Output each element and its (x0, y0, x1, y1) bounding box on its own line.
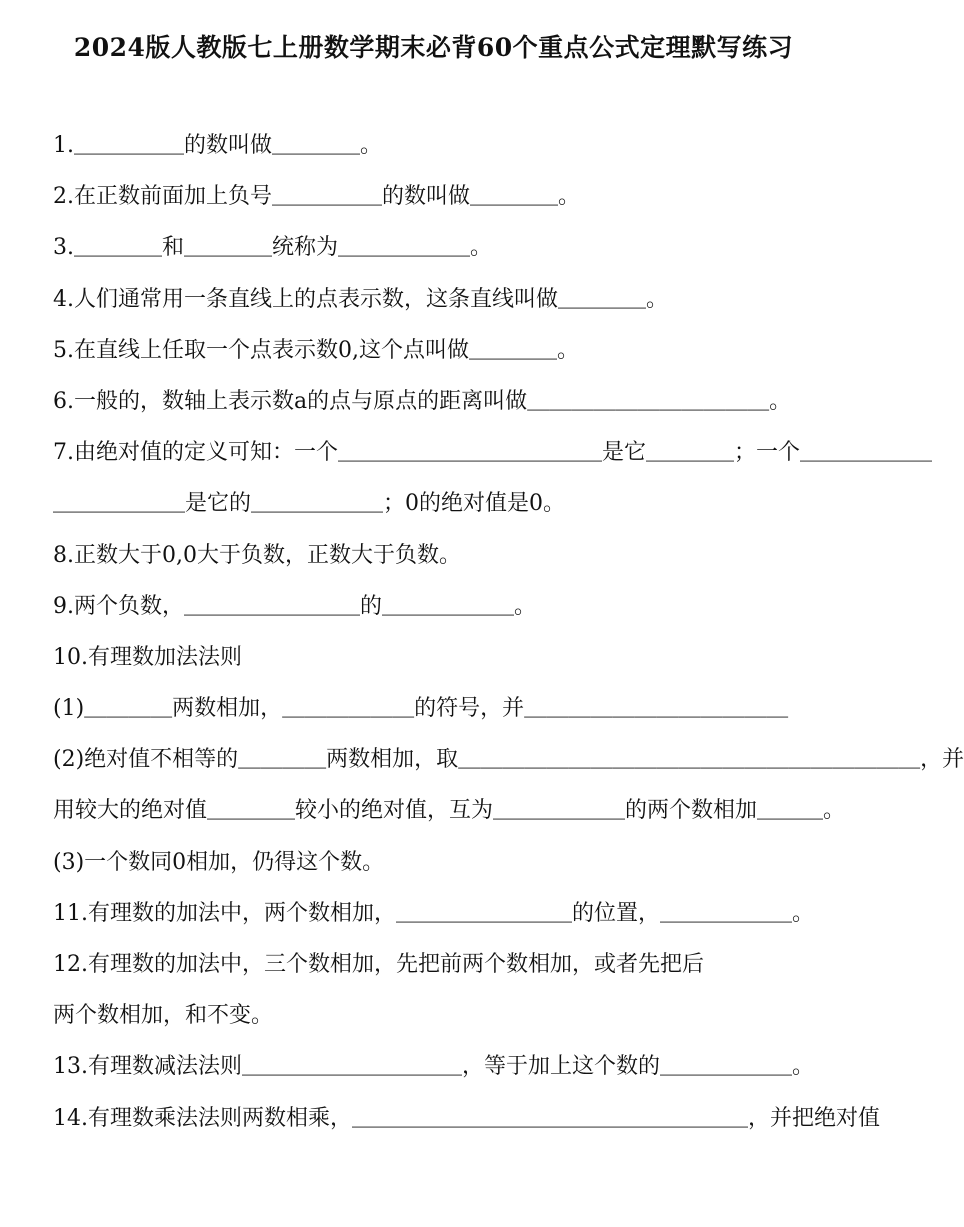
exercise-line-5: 5.在直线上任取一个点表示数0,这个点叫做＿＿＿＿。 (53, 337, 579, 363)
exercise-line-6: 6.一般的，数轴上表示数a的点与原点的距离叫做＿＿＿＿＿＿＿＿＿＿＿。 (53, 388, 792, 414)
exercise-line-3: 3.＿＿＿＿和＿＿＿＿统称为＿＿＿＿＿＿。 (53, 235, 492, 261)
exercise-list (53, 126, 964, 1150)
exercise-line-8: 8.正数大于0,0大于负数，正数大于负数。 (53, 542, 461, 568)
exercise-line-13: 13.有理数减法法则＿＿＿＿＿＿＿＿＿＿，等于加上这个数的＿＿＿＿＿＿。 (53, 1054, 814, 1080)
exercise-line-14: 14.有理数乘法法则两数相乘，＿＿＿＿＿＿＿＿＿＿＿＿＿＿＿＿＿＿，并把绝对值 (53, 1105, 880, 1131)
exercise-line-10-1: (1)＿＿＿＿两数相加，＿＿＿＿＿＿的符号，并＿＿＿＿＿＿＿＿＿＿＿＿ (53, 696, 789, 722)
exercise-line-10-2-continued: 用较大的绝对值＿＿＿＿较小的绝对值，互为＿＿＿＿＿＿的两个数相加＿＿＿。 (53, 798, 846, 824)
exercise-line-9: 9.两个负数，＿＿＿＿＿＿＿＿的＿＿＿＿＿＿。 (53, 593, 536, 619)
exercise-line-7-continued: ＿＿＿＿＿＿是它的＿＿＿＿＿＿；0的绝对值是0。 (53, 491, 565, 517)
exercise-line-7: 7.由绝对值的定义可知：一个＿＿＿＿＿＿＿＿＿＿＿＿是它＿＿＿＿；一个＿＿＿＿＿＿ (53, 440, 932, 466)
exercise-line-12-continued: 两个数相加，和不变。 (53, 1003, 274, 1029)
exercise-line-10: 10.有理数加法法则 (53, 644, 242, 670)
exercise-line-10-3: (3)一个数同0相加，仍得这个数。 (53, 849, 385, 875)
exercise-line-12: 12.有理数的加法中，三个数相加，先把前两个数相加，或者先把后 (53, 952, 704, 977)
exercise-line-11: 11.有理数的加法中，两个数相加，＿＿＿＿＿＿＿＿的位置，＿＿＿＿＿＿。 (53, 900, 814, 926)
page-title: 2024版人教版七上册数学期末必背60个重点公式定理默写练习 (73, 33, 794, 62)
exercise-line-10-2: (2)绝对值不相等的＿＿＿＿两数相加，取＿＿＿＿＿＿＿＿＿＿＿＿＿＿＿＿＿＿＿＿＿，并 (53, 747, 964, 773)
exercise-line-4: 4.人们通常用一条直线上的点表示数，这条直线叫做＿＿＿＿。 (53, 286, 668, 312)
exercise-line-2: 2.在正数前面加上负号＿＿＿＿＿的数叫做＿＿＿＿。 (53, 184, 580, 210)
exercise-line-1: 1.＿＿＿＿＿的数叫做＿＿＿＿。 (53, 133, 382, 158)
